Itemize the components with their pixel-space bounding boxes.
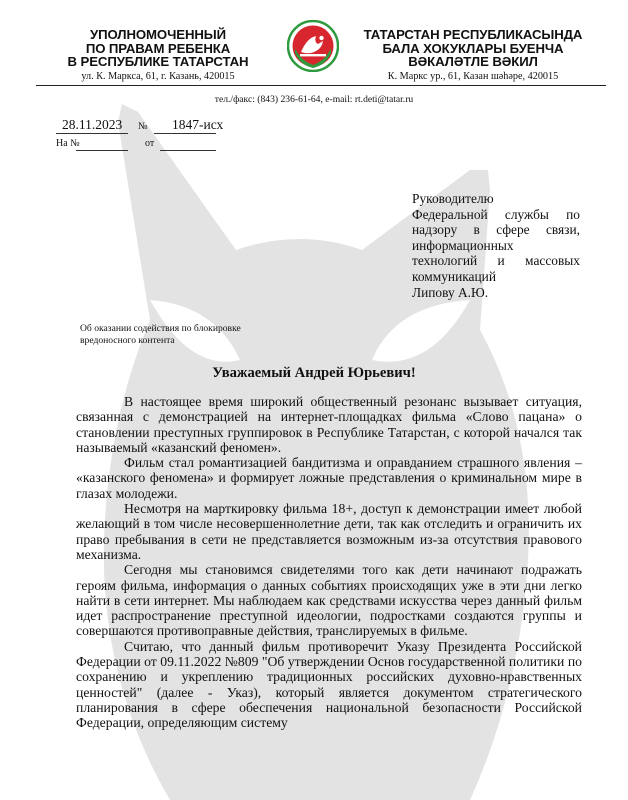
reference-date-label: от: [145, 138, 155, 149]
date-underline: [56, 133, 128, 134]
title-tt-line: ВӘКАЛӘТЛЕ ВӘКИЛ: [408, 54, 538, 69]
outgoing-number-label: №: [138, 121, 148, 132]
address-ru: ул. К. Маркса, 61, г. Казань, 420015: [81, 70, 235, 82]
body-paragraph: В настоящее время широкий общественный резонанс вызывает ситуация, связанная с демонстрацией на интернет-площадках фильма «Слово пацана» о становлении преступных группировок в Республике Татарстан, с которой начался так называемый «казанский феномен».: [76, 394, 582, 455]
body-paragraph: Сегодня мы становимся свидетелями того как дети начинают подражать героям фильма, информация о данных событиях происходящих уже в эти дни легко найти в сети интернет. Мы наблюдаем как средствами искусства через данный фильм идет распространение преступной идеологии, подростками создаются группы и совершаются противоправные действия, транслируемых в фильме.: [76, 562, 582, 639]
header-right-block: [346, 28, 600, 82]
body-paragraph: Считаю, что данный фильм противоречит Указу Президента Российской Федерации от 09.11.2022 №809 "Об утверждении Основ государственной политики по сохранению и укреплению традиционных российских духовно-нравственных ценностей" (далее - Указ), который является документом стратегического планирования в сфере обеспечения национальной безопасности Российской Федерации, определяющим систему: [76, 638, 582, 731]
title-ru-line: УПОЛНОМОЧЕННЫЙ: [90, 27, 226, 42]
subject-line: Об оказании содействия по блокировке: [80, 323, 241, 334]
contact-line: тел./факс: (843) 236-61-64, e-mail: rt.deti@tatar.ru: [214, 94, 414, 105]
reference-date-underline: [160, 150, 216, 151]
letter-subject: [80, 323, 285, 347]
addressee-line: коммуникаций: [412, 268, 496, 284]
title-tt-line: ТАТАРСТАН РЕСПУБЛИКАСЫНДА: [363, 27, 583, 42]
outgoing-number: 1847-исх: [172, 117, 224, 132]
addressee-line: информационных: [412, 237, 514, 253]
outgoing-date: 28.11.2023: [62, 117, 123, 132]
address-tt: К. Маркс ур., 61, Казан шәһәре, 420015: [387, 70, 559, 82]
addressee-block: [412, 191, 580, 300]
title-ru-line: ПО ПРАВАМ РЕБЕНКА: [85, 40, 231, 56]
number-underline: [154, 133, 216, 134]
salutation: Уважаемый Андрей Юрьевич!: [212, 365, 416, 381]
header-divider: [36, 85, 606, 86]
addressee-line: надзору в сфере связи,: [412, 222, 580, 238]
reference-number-label: На №: [56, 138, 80, 149]
ombudsman-title-tt: [346, 28, 600, 69]
header-left-block: [40, 28, 276, 82]
addressee-line: технологий и массовых: [412, 253, 580, 269]
title-tt-line: БАЛА ХОКУКЛАРЫ БУЕНЧА: [382, 40, 564, 56]
addressee-line: Федеральной службы по: [412, 206, 580, 222]
title-ru-line: В РЕСПУБЛИКЕ ТАТАРСТАН: [67, 54, 249, 69]
ombudsman-title-ru: [40, 28, 276, 69]
reference-number-underline: [76, 150, 128, 151]
tatarstan-emblem-icon: [287, 20, 339, 72]
subject-line: вредоносного контента: [80, 335, 175, 346]
letter-body: [76, 394, 582, 731]
body-paragraph: Фильм стал романтизацией бандитизма и оправданием страшного явления – «казанского феномена» и формирует ложные представления о криминальном мире в глазах молодежи.: [76, 455, 582, 501]
addressee-line: Липову А.Ю.: [412, 284, 489, 300]
body-paragraph: Несмотря на марткировку фильма 18+, доступ к демонстрации имеет любой желающий в том числе несовершеннолетние дети, так как отследить и ограничить их право пребывания в сети не представляется возможным из-за отсутствия правового механизма.: [76, 501, 582, 562]
addressee-line: Руководителю: [412, 191, 494, 206]
